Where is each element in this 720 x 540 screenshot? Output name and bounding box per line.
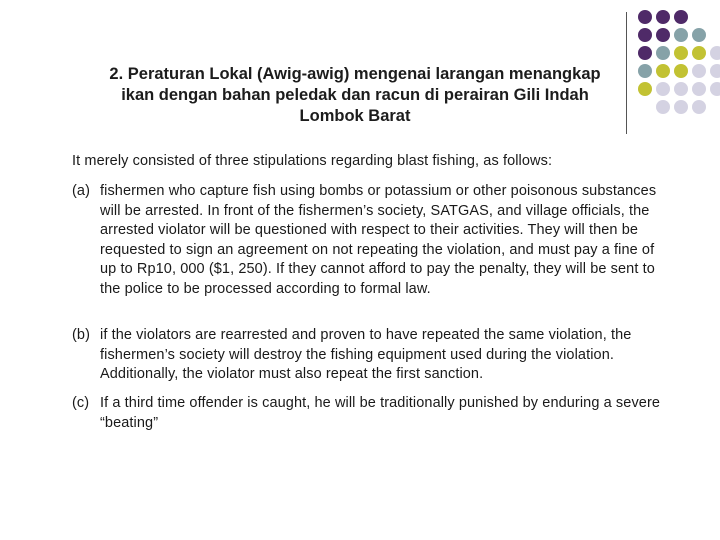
decorative-dot: [638, 64, 652, 78]
decorative-dot: [656, 28, 670, 42]
list-item-a: [72, 182, 672, 299]
decorative-dot: [692, 82, 706, 96]
decorative-dot: [710, 82, 720, 96]
decorative-dot: [656, 46, 670, 60]
decorative-dot: [656, 64, 670, 78]
decorative-dot: [692, 28, 706, 42]
title-divider: [626, 12, 627, 134]
decorative-dot: [638, 46, 652, 60]
decorative-dot: [674, 28, 688, 42]
decorative-dot: [638, 10, 652, 24]
list-marker: (c): [72, 395, 90, 411]
decorative-dot: [692, 46, 706, 60]
slide-title: 2. Peraturan Lokal (Awig-awig) mengenai larangan menangkap ikan dengan bahan peledak dan racun di perairan Gili Indah Lombok Barat: [109, 65, 601, 125]
decorative-dot: [710, 46, 720, 60]
list-item-c: [72, 394, 672, 433]
list-item-b: [72, 326, 672, 385]
decorative-dot: [656, 82, 670, 96]
decorative-dot: [692, 100, 706, 114]
decorative-dot: [674, 64, 688, 78]
decorative-dot: [656, 100, 670, 114]
decorative-dot: [638, 28, 652, 42]
list-marker: (a): [72, 183, 91, 199]
decorative-dot-grid: [638, 10, 720, 122]
decorative-dot: [674, 82, 688, 96]
list-marker: (b): [72, 327, 91, 343]
intro-paragraph: It merely consisted of three stipulations regarding blast fishing, as follows:: [72, 153, 553, 169]
decorative-dot: [674, 46, 688, 60]
list-item-text: If a third time offender is caught, he will be traditionally punished by enduring a severe “beating”: [100, 395, 661, 431]
decorative-dot: [638, 82, 652, 96]
decorative-dot: [656, 10, 670, 24]
decorative-dot: [692, 64, 706, 78]
decorative-dot: [674, 10, 688, 24]
list-item-text: if the violators are rearrested and proven to have repeated the same violation, the fishermen’s society will destroy the fishing equipment used during the violation. Additionally, the violator must also repeat the first sanction.: [100, 327, 632, 382]
decorative-dot: [710, 64, 720, 78]
decorative-dot: [674, 100, 688, 114]
list-item-text: fishermen who capture fish using bombs or potassium or other poisonous substances will be arrested. In front of the fishermen’s society, SATGAS, and village officials, the arrested violator will be questioned with respect to their activities. They will then be requested to sign an agreement on not repeating the violation, and must pay a fine of up to Rp10, 000 ($1, 250). If they cannot afford to pay the penalty, they will be sent to the police to be processed according to formal law.: [100, 183, 657, 297]
